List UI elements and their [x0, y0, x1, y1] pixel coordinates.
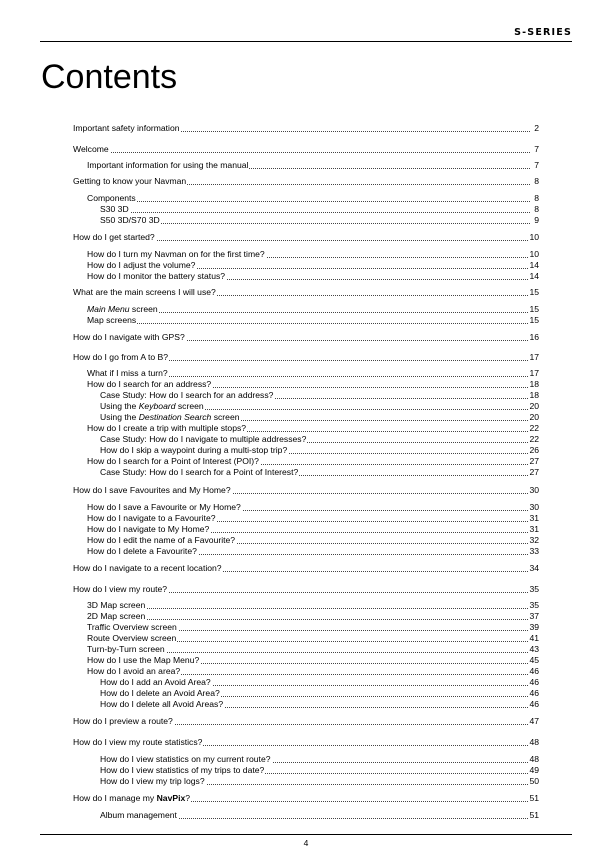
toc-entry[interactable]: [73, 485, 539, 496]
toc-entry-title: Case Study: How do I navigate to multiple addresses?: [100, 434, 307, 444]
toc-entry-title: How do I add an Avoid Area?: [100, 677, 211, 687]
toc-entry-page: 51: [529, 793, 539, 803]
toc-entry-title: How do I navigate to a recent location?: [73, 563, 222, 573]
toc-entry[interactable]: [73, 232, 539, 243]
toc-entry[interactable]: [73, 688, 539, 699]
toc-entry-title: Main Menu screen: [87, 304, 158, 314]
toc-entry[interactable]: [73, 160, 539, 171]
toc-entry-page: 15: [529, 287, 539, 297]
toc-entry[interactable]: [73, 144, 539, 155]
toc-entry-page: 49: [529, 765, 539, 775]
toc-entry-page: 39: [529, 622, 539, 632]
toc-entry[interactable]: [73, 716, 539, 727]
toc-entry-page: 34: [529, 563, 539, 573]
toc-entry[interactable]: [73, 467, 539, 478]
toc-entry-page: 7: [534, 160, 539, 170]
toc-entry-page: 46: [529, 688, 539, 698]
toc-entry[interactable]: [73, 249, 539, 260]
toc-entry-title: How do I navigate to a Favourite?: [87, 513, 216, 523]
toc-entry[interactable]: [73, 401, 539, 412]
toc-entry-title: How do I adjust the volume?: [87, 260, 196, 270]
toc-entry-page: 15: [529, 304, 539, 314]
toc-entry-page: 10: [529, 232, 539, 242]
toc-entry-title: How do I manage my NavPix?: [73, 793, 191, 803]
toc-entry[interactable]: [73, 193, 539, 204]
toc-entry-title: How do I delete a Favourite?: [87, 546, 197, 556]
dot-leader: [73, 152, 530, 153]
toc-entry-page: 18: [529, 390, 539, 400]
toc-entry-title: How do I view my route statistics?: [73, 737, 203, 747]
toc-entry[interactable]: [73, 776, 539, 787]
toc-entry-page: 48: [529, 737, 539, 747]
toc-entry-title: How do I create a trip with multiple stops?: [87, 423, 247, 433]
toc-entry-page: 18: [529, 379, 539, 389]
toc-entry[interactable]: [73, 600, 539, 611]
toc-entry-title: How do I view my route?: [73, 584, 168, 594]
toc-entry[interactable]: [73, 123, 539, 134]
toc-entry-page: 32: [529, 535, 539, 545]
toc-entry-title: Traffic Overview screen: [87, 622, 177, 632]
toc-entry-page: 20: [529, 412, 539, 422]
toc-entry-title: How do I use the Map Menu?: [87, 655, 200, 665]
dot-leader: [100, 223, 530, 224]
header-rule: [40, 41, 572, 42]
toc-entry-title: Welcome: [73, 144, 109, 154]
toc-entry[interactable]: [73, 633, 539, 644]
toc-entry[interactable]: [73, 412, 539, 423]
toc-entry-page: 46: [529, 666, 539, 676]
toc-entry[interactable]: [73, 352, 539, 363]
toc-entry[interactable]: [73, 611, 539, 622]
toc-entry[interactable]: [73, 176, 539, 187]
toc-entry-title: How do I search for a Point of Interest (POI)?: [87, 456, 259, 466]
page-number: 4: [303, 838, 309, 848]
toc-entry[interactable]: [73, 215, 539, 226]
toc-entry[interactable]: [73, 666, 539, 677]
toc-entry[interactable]: [73, 502, 539, 513]
toc-entry-page: 30: [529, 502, 539, 512]
toc-entry-title: How do I save Favourites and My Home?: [73, 485, 231, 495]
toc-entry[interactable]: [73, 644, 539, 655]
toc-entry[interactable]: [73, 271, 539, 282]
toc-entry[interactable]: [73, 304, 539, 315]
toc-entry-title: Turn-by-Turn screen: [87, 644, 165, 654]
toc-entry-title: How do I get started?: [73, 232, 155, 242]
toc-entry-title: How do I save a Favourite or My Home?: [87, 502, 241, 512]
toc-entry-title: What if I miss a turn?: [87, 368, 168, 378]
dot-leader: [87, 608, 530, 609]
toc-entry[interactable]: [73, 513, 539, 524]
toc-entry-title: 2D Map screen: [87, 611, 146, 621]
toc-entry-page: 27: [529, 456, 539, 466]
toc-entry[interactable]: [73, 677, 539, 688]
toc-entry-title: Getting to know your Navman: [73, 176, 187, 186]
toc-entry-page: 26: [529, 445, 539, 455]
toc-entry-title: Case Study: How do I search for an address?: [100, 390, 274, 400]
toc-entry[interactable]: [73, 737, 539, 748]
toc-entry[interactable]: [73, 379, 539, 390]
toc-entry[interactable]: [73, 563, 539, 574]
toc-entry-page: 22: [529, 434, 539, 444]
toc-entry-title: How do I delete an Avoid Area?: [100, 688, 220, 698]
toc-entry[interactable]: [73, 546, 539, 557]
toc-entry-page: 10: [529, 249, 539, 259]
toc-entry-title: How do I go from A to B?: [73, 352, 169, 362]
toc-entry[interactable]: [73, 699, 539, 710]
toc-entry-page: 15: [529, 315, 539, 325]
toc-entry-title: Important information for using the manual: [87, 160, 249, 170]
toc-entry-page: 17: [529, 352, 539, 362]
page-title: Contents: [41, 58, 178, 96]
toc-entry-page: 50: [529, 776, 539, 786]
toc-entry-title: How do I monitor the battery status?: [87, 271, 226, 281]
toc-entry-title: How do I navigate with GPS?: [73, 332, 185, 342]
toc-entry-title: Using the Keyboard screen: [100, 401, 204, 411]
toc-entry-page: 37: [529, 611, 539, 621]
toc-entry[interactable]: [73, 390, 539, 401]
toc-entry[interactable]: [73, 260, 539, 271]
toc-entry-page: 8: [534, 176, 539, 186]
toc-entry[interactable]: [73, 754, 539, 765]
toc-entry[interactable]: [73, 456, 539, 467]
toc-entry-title: Map screens: [87, 315, 137, 325]
toc-entry[interactable]: [73, 287, 539, 298]
toc-entry-title: How do I navigate to My Home?: [87, 524, 210, 534]
dot-leader: [100, 212, 530, 213]
toc-entry-page: 35: [529, 584, 539, 594]
toc-entry[interactable]: [73, 765, 539, 776]
toc-entry-title: Case Study: How do I search for a Point of Interest?: [100, 467, 299, 477]
toc-entry[interactable]: [73, 332, 539, 343]
footer-rule: [40, 834, 572, 835]
toc-entry-title: S30 3D: [100, 204, 129, 214]
toc-entry-title: Important safety information: [73, 123, 180, 133]
dot-leader: [87, 201, 530, 202]
toc-entry[interactable]: [73, 622, 539, 633]
toc-entry[interactable]: [73, 810, 539, 821]
toc-entry-title: What are the main screens I will use?: [73, 287, 216, 297]
toc-entry-page: 35: [529, 600, 539, 610]
toc-entry-page: 31: [529, 524, 539, 534]
toc-entry-title: How do I edit the name of a Favourite?: [87, 535, 236, 545]
toc-entry[interactable]: [73, 368, 539, 379]
toc-entry-page: 51: [529, 810, 539, 820]
toc-entry-page: 31: [529, 513, 539, 523]
toc-entry-page: 43: [529, 644, 539, 654]
toc-entry-title: 3D Map screen: [87, 600, 146, 610]
toc-entry-title: How do I skip a waypoint during a multi-stop trip?: [100, 445, 288, 455]
toc-entry-page: 17: [529, 368, 539, 378]
dot-leader: [87, 619, 530, 620]
toc-entry-title: How do I view statistics of my trips to date?: [100, 765, 265, 775]
toc-entry-page: 46: [529, 677, 539, 687]
toc-entry[interactable]: [73, 524, 539, 535]
toc-entry[interactable]: [73, 423, 539, 434]
toc-entry-title: How do I view my trip logs?: [100, 776, 205, 786]
toc-entry-title: How do I turn my Navman on for the first time?: [87, 249, 265, 259]
toc-entry-page: 2: [534, 123, 539, 133]
toc-entry[interactable]: [73, 315, 539, 326]
toc-entry-page: 20: [529, 401, 539, 411]
toc-entry-page: 8: [534, 193, 539, 203]
toc-entry-page: 14: [529, 271, 539, 281]
toc-entry-title: Album management: [100, 810, 177, 820]
toc-entry-page: 33: [529, 546, 539, 556]
dot-leader: [87, 323, 530, 324]
toc-entry-page: 41: [529, 633, 539, 643]
toc-entry[interactable]: [73, 793, 539, 804]
toc-entry-page: 46: [529, 699, 539, 709]
toc-entry-page: 8: [534, 204, 539, 214]
toc-entry-page: 45: [529, 655, 539, 665]
toc-entry-page: 7: [534, 144, 539, 154]
toc-entry-title: Using the Destination Search screen: [100, 412, 240, 422]
toc-entry[interactable]: [73, 535, 539, 546]
toc-entry-page: 30: [529, 485, 539, 495]
toc-entry-page: 9: [534, 215, 539, 225]
toc-entry-title: S50 3D/S70 3D: [100, 215, 160, 225]
toc-entry-page: 27: [529, 467, 539, 477]
toc-entry-title: Route Overview screen: [87, 633, 177, 643]
toc-entry-page: 16: [529, 332, 539, 342]
toc-entry-title: How do I preview a route?: [73, 716, 173, 726]
toc-entry-page: 22: [529, 423, 539, 433]
toc-entry-title: How do I view statistics on my current route?: [100, 754, 271, 764]
toc-entry[interactable]: [73, 434, 539, 445]
toc-entry-title: How do I avoid an area?: [87, 666, 181, 676]
toc-entry-title: How do I delete all Avoid Areas?: [100, 699, 224, 709]
brand-label: S-SERIES: [514, 27, 572, 38]
toc-entry[interactable]: [73, 204, 539, 215]
toc-entry-page: 14: [529, 260, 539, 270]
toc-entry[interactable]: [73, 445, 539, 456]
toc-entry-page: 47: [529, 716, 539, 726]
toc-entry-title: How do I search for an address?: [87, 379, 212, 389]
toc-entry-page: 48: [529, 754, 539, 764]
toc-entry[interactable]: [73, 584, 539, 595]
toc-entry[interactable]: [73, 655, 539, 666]
toc-entry-title: Components: [87, 193, 136, 203]
